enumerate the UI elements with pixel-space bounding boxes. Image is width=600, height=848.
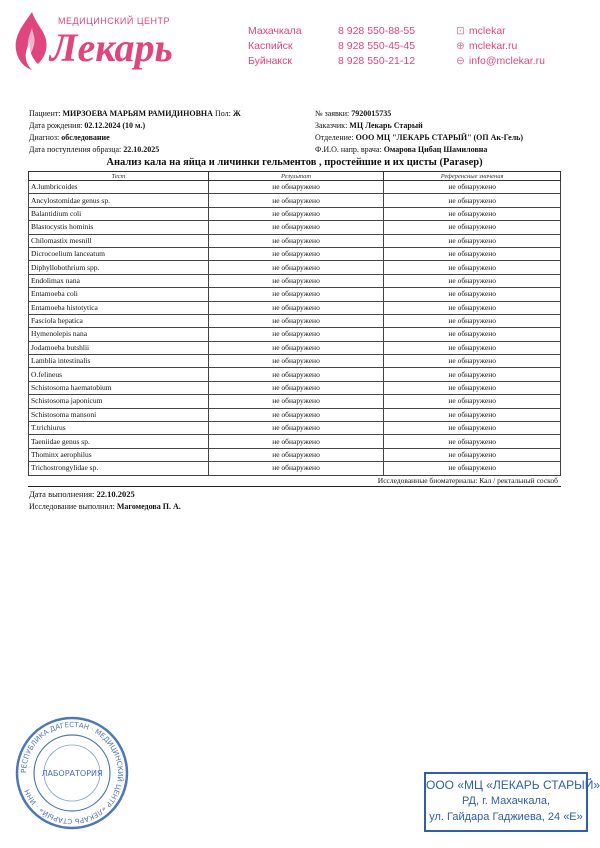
table-row xyxy=(29,221,561,234)
completion-date: 22.10.2025 xyxy=(96,489,135,499)
result-cell: не обнаружено xyxy=(208,288,384,301)
result-cell: не обнаружено xyxy=(208,194,384,207)
results-table xyxy=(28,171,561,476)
reference-cell: не обнаружено xyxy=(384,207,561,220)
reference-cell: не обнаружено xyxy=(384,274,561,287)
test-name-cell: Blastocystis hominis xyxy=(29,221,209,234)
customer-row xyxy=(315,120,523,132)
result-cell: не обнаружено xyxy=(208,314,384,327)
result-cell: не обнаружено xyxy=(208,207,384,220)
stamp-line-2: РД, г. Махачкала, xyxy=(461,795,551,807)
flame-logo-icon xyxy=(8,10,56,72)
diagnosis-row xyxy=(29,132,241,144)
reference-cell: не обнаружено xyxy=(384,408,561,421)
test-name-cell: Thominx aerophilus xyxy=(29,448,209,461)
table-row xyxy=(29,422,561,435)
test-name-cell: Taeniidae genus sp. xyxy=(29,435,209,448)
stamp-center-text: ЛАБОРАТОРИЯ xyxy=(41,769,103,778)
email-address: info@mclekar.ru xyxy=(468,55,545,67)
reference-cell: не обнаружено xyxy=(384,448,561,461)
customer-label: Заказчик: xyxy=(315,121,348,130)
reference-cell: не обнаружено xyxy=(384,381,561,394)
table-row xyxy=(29,355,561,368)
reference-cell: не обнаружено xyxy=(384,194,561,207)
phone-list xyxy=(338,24,415,69)
test-name-cell: Endolimax nana xyxy=(29,274,209,287)
logo-subtitle: МЕДИЦИНСКИЙ ЦЕНТР xyxy=(58,16,171,26)
logo-name: Лекарь xyxy=(50,25,173,70)
reference-cell: не обнаружено xyxy=(384,314,561,327)
result-cell: не обнаружено xyxy=(208,301,384,314)
order-number: 7920015735 xyxy=(351,109,392,118)
department-value: ООО МЦ "ЛЕКАРЬ СТАРЫЙ" (ОП Ак-Гель) xyxy=(355,133,524,142)
test-name-cell: Dicrocoelium lanceatum xyxy=(29,247,209,260)
result-cell: не обнаружено xyxy=(208,422,384,435)
reference-cell: не обнаружено xyxy=(384,234,561,247)
performer-row xyxy=(29,502,181,511)
table-row xyxy=(29,341,561,354)
patient-name: МИРЗОЕВА МАРЬЯМ РАМИДИНОВНА xyxy=(62,109,213,118)
table-row xyxy=(29,194,561,207)
table-row xyxy=(29,234,561,247)
reference-cell: не обнаружено xyxy=(384,422,561,435)
result-cell: не обнаружено xyxy=(208,247,384,260)
result-cell: не обнаружено xyxy=(208,234,384,247)
result-cell: не обнаружено xyxy=(208,368,384,381)
received-label: Дата поступления образца: xyxy=(29,145,122,154)
test-name-cell: Ancylostomidae genus sp. xyxy=(29,194,209,207)
test-name-cell: Lamblia intestinalis xyxy=(29,355,209,368)
stamp-line-3: ул. Гайдара Гаджиева, 24 «Е» xyxy=(429,811,583,823)
test-name-cell: T.trichiurus xyxy=(29,422,209,435)
reference-cell: не обнаружено xyxy=(384,462,561,475)
reference-cell: не обнаружено xyxy=(384,341,561,354)
patient-info xyxy=(29,108,241,156)
table-row xyxy=(29,247,561,260)
table-row xyxy=(29,207,561,220)
table-row xyxy=(29,448,561,461)
test-name-cell: Chilomastix mesnill xyxy=(29,234,209,247)
table-row xyxy=(29,368,561,381)
column-header-reference: Референсные значения xyxy=(384,172,561,181)
test-name-cell: Diphyllobothrium spp. xyxy=(29,261,209,274)
result-cell: не обнаружено xyxy=(208,435,384,448)
reference-cell: не обнаружено xyxy=(384,328,561,341)
clinic-logo xyxy=(8,6,178,76)
test-name-cell: O.felineus xyxy=(29,368,209,381)
result-cell: не обнаружено xyxy=(208,448,384,461)
result-cell: не обнаружено xyxy=(208,355,384,368)
reference-cell: не обнаружено xyxy=(384,435,561,448)
result-cell: не обнаружено xyxy=(208,395,384,408)
test-name-cell: Schistosoma haematobium xyxy=(29,381,209,394)
doctor-name: Омарова Цибац Шамиловна xyxy=(383,145,488,154)
instagram-link[interactable] xyxy=(456,24,545,39)
phone-item: 8 928 550-45-45 xyxy=(338,40,416,52)
phone-item: 8 928 550-88-55 xyxy=(338,25,416,37)
reference-cell: не обнаружено xyxy=(384,221,561,234)
table-row xyxy=(29,288,561,301)
order-info xyxy=(315,108,523,156)
website-url: mclekar.ru xyxy=(468,40,518,52)
reference-cell: не обнаружено xyxy=(384,261,561,274)
table-row xyxy=(29,261,561,274)
result-cell: не обнаружено xyxy=(208,408,384,421)
order-number-label: № заявки: xyxy=(315,109,350,118)
patient-name-label: Пациент: xyxy=(29,109,61,118)
analysis-title: Анализ кала на яйца и личинки гельментов , простейшие и их цисты (Parasep) xyxy=(106,157,483,168)
test-name-cell: Jodamoeba butshlii xyxy=(29,341,209,354)
performer-label: Исследование выполнил: xyxy=(29,502,115,511)
dob-row xyxy=(29,120,241,132)
doctor-label: Ф.И.О. напр. врача: xyxy=(315,145,382,154)
test-name-cell: Entamoeba histotytica xyxy=(29,301,209,314)
result-cell: не обнаружено xyxy=(208,274,384,287)
result-cell: не обнаружено xyxy=(208,221,384,234)
test-name-cell: Trichostrongylidae sp. xyxy=(29,462,209,475)
test-name-cell: Fasciola hepatica xyxy=(29,314,209,327)
reference-cell: не обнаружено xyxy=(384,301,561,314)
test-name-cell: Schistosoma japonicum xyxy=(29,395,209,408)
column-header-test: Тест xyxy=(29,172,209,181)
stamp-ring-text: РЕСПУБЛИКА ДАГЕСТАН · МЕДИЦИНСКИЙ ЦЕНТР «ЛЕКАРЬ СТАРЫЙ» · ИНН xyxy=(19,720,125,826)
patient-dob: 02.12.2024 (10 м.) xyxy=(84,121,146,130)
stamp-line-1: ООО «МЦ «ЛЕКАРЬ СТАРЫЙ» xyxy=(426,778,600,792)
table-row xyxy=(29,395,561,408)
city-item: Буйнакск xyxy=(248,55,292,67)
test-name-cell: Schistosoma mansoni xyxy=(29,408,209,421)
table-row xyxy=(29,274,561,287)
table-row xyxy=(29,328,561,341)
result-cell: не обнаружено xyxy=(208,261,384,274)
table-row xyxy=(29,435,561,448)
result-cell: не обнаружено xyxy=(208,328,384,341)
completion-date-row xyxy=(29,489,135,499)
result-cell: не обнаружено xyxy=(208,341,384,354)
web-contacts xyxy=(456,24,545,69)
rectangular-stamp xyxy=(424,772,600,832)
divider xyxy=(28,486,561,487)
round-lab-stamp xyxy=(14,715,130,831)
email-icon: ⊖ xyxy=(456,55,465,67)
instagram-handle: mclekar xyxy=(468,25,506,37)
test-name-cell: Entamoeba coli xyxy=(29,288,209,301)
city-item: Махачкала xyxy=(248,25,302,37)
reference-cell: не обнаружено xyxy=(384,288,561,301)
letterhead xyxy=(0,0,600,80)
biomaterial-note: Исследованные биоматериалы: Кал / ректальный соскоб xyxy=(377,476,558,485)
reference-cell: не обнаружено xyxy=(384,368,561,381)
received-row xyxy=(29,144,241,156)
reference-cell: не обнаружено xyxy=(384,247,561,260)
table-row xyxy=(29,181,561,194)
table-row xyxy=(29,314,561,327)
order-number-row xyxy=(315,108,523,120)
sex-label: Пол: xyxy=(214,109,231,118)
department-row xyxy=(315,132,523,144)
diagnosis-value: обследование xyxy=(61,133,110,142)
globe-icon: ⊕ xyxy=(456,40,465,52)
reference-cell: не обнаружено xyxy=(384,181,561,194)
reference-cell: не обнаружено xyxy=(384,395,561,408)
patient-sex: Ж xyxy=(232,109,241,118)
instagram-icon: ⊡ xyxy=(456,25,465,37)
phone-item: 8 928 550-21-12 xyxy=(338,55,416,67)
department-label: Отделение: xyxy=(315,133,354,142)
patient-name-row xyxy=(29,108,241,120)
diagnosis-label: Диагноз: xyxy=(29,133,60,142)
result-cell: не обнаружено xyxy=(208,381,384,394)
result-cell: не обнаружено xyxy=(208,462,384,475)
table-row xyxy=(29,408,561,421)
website-link[interactable] xyxy=(456,39,545,54)
column-header-result: Результат xyxy=(208,172,384,181)
table-header-row xyxy=(29,172,561,181)
received-date: 22.10.2025 xyxy=(123,145,160,154)
table-row xyxy=(29,462,561,475)
completion-date-label: Дата выполнения: xyxy=(29,489,95,499)
result-cell: не обнаружено xyxy=(208,181,384,194)
email-link[interactable] xyxy=(456,54,545,69)
performer-name: Магомедова П. А. xyxy=(116,502,181,511)
reference-cell: не обнаружено xyxy=(384,355,561,368)
table-row xyxy=(29,381,561,394)
dob-label: Дата рождения: xyxy=(29,121,83,130)
customer-value: МЦ Лекарь Старый xyxy=(349,121,423,130)
table-row xyxy=(29,301,561,314)
test-name-cell: Balantidium coli xyxy=(29,207,209,220)
city-list xyxy=(248,24,302,69)
city-item: Каспийск xyxy=(248,40,293,52)
doctor-row xyxy=(315,144,523,156)
test-name-cell: A.lumbricoides xyxy=(29,181,209,194)
test-name-cell: Hymenolepis nana xyxy=(29,328,209,341)
